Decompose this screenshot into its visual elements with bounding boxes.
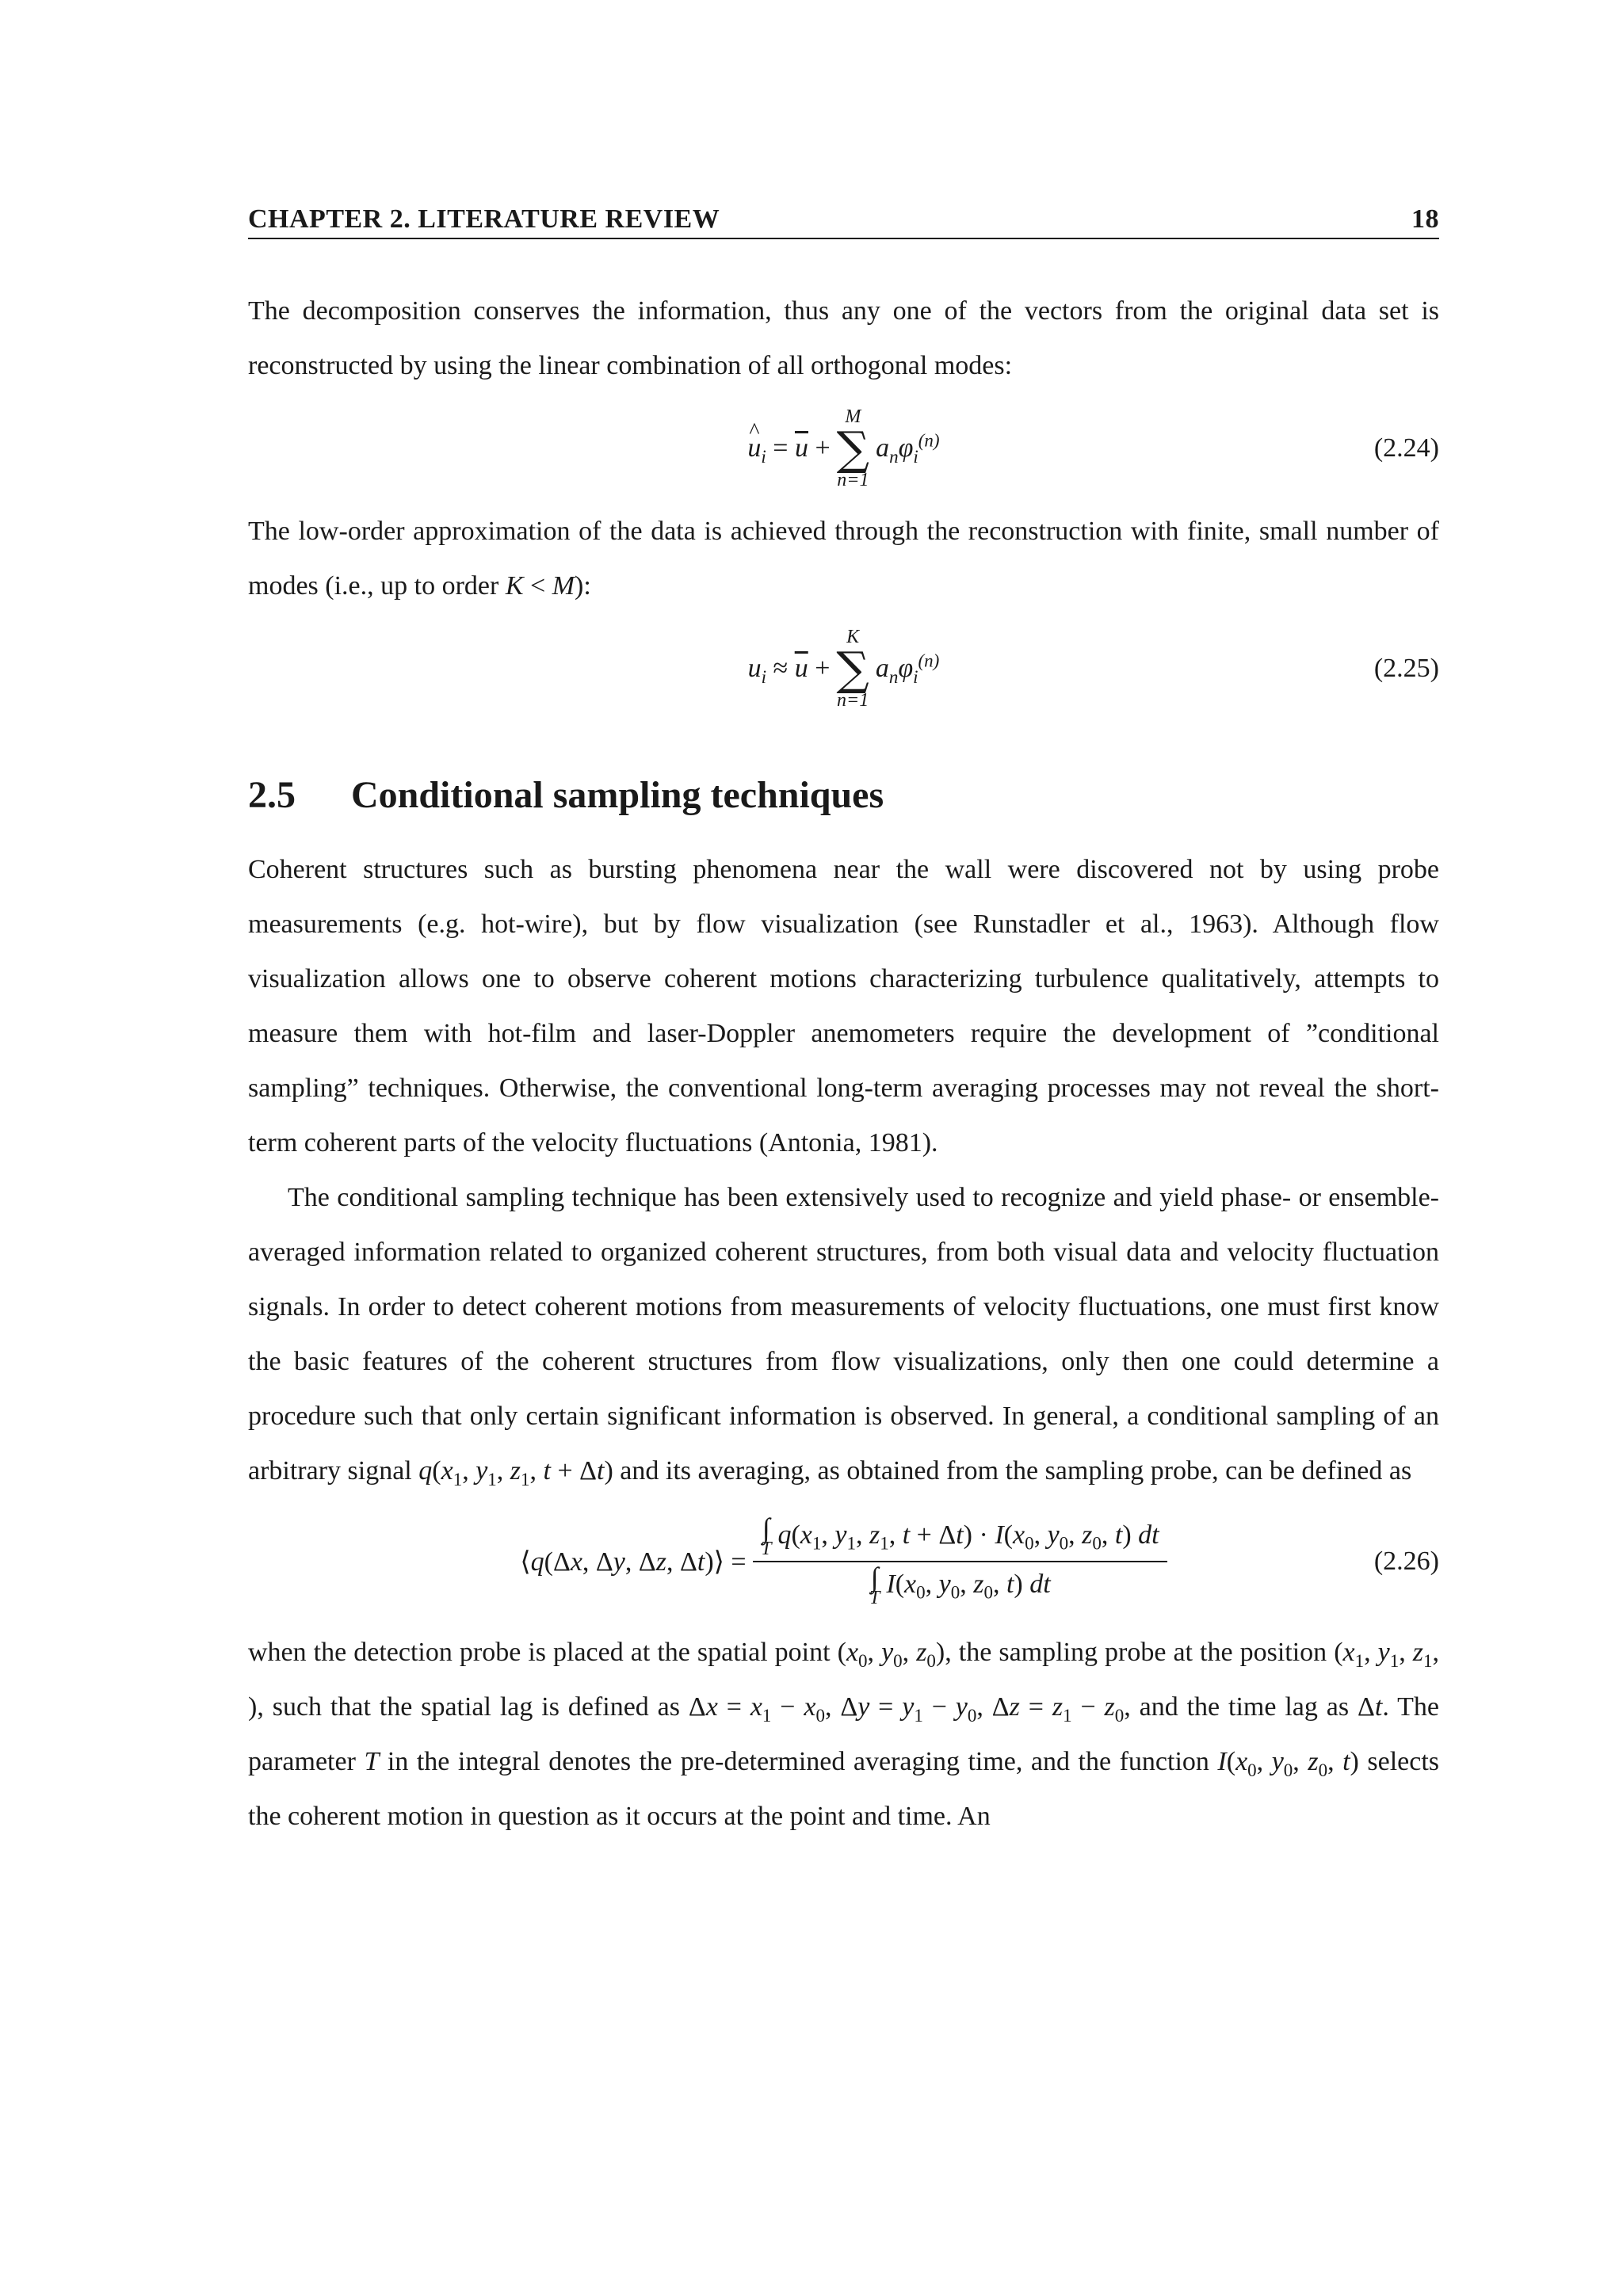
- chapter-title: CHAPTER 2. LITERATURE REVIEW: [248, 204, 720, 234]
- paragraph-intro: [248, 284, 1439, 393]
- intro-line-2: is reconstructed by using the linear combination of all orthogonal modes:: [248, 296, 1439, 380]
- section-heading: [248, 773, 1439, 817]
- equation-number: (2.25): [1373, 654, 1439, 683]
- section-number: 2.5: [248, 774, 296, 816]
- equation-number: (2.24): [1373, 433, 1439, 463]
- paragraph-conditional-sampling: The conditional sampling technique has been extensively used to recognize and yield phase- or ensemble-averaged information related to organized coherent structures, from both visual data and velocity fluctuation signals. In order to detect coherent motions from measurements of velocity fluctuations, one must first know the basic features of the coherent structures from flow visualizations, only then one could determine a procedure such that only certain significant information is observed. In general, a conditional sampling of an arbitrary signal $q(x_1$, $y_1$, $z_1$, t + Δt) and its averaging, as obtained from the sampling probe, can be defined as: [248, 1183, 1439, 1489]
- equation-2-25: $u_i$ ≈ $\overline{u}$ + K ∑ n=1 $a_n\varphi_i^{(n)}$ (2.25): [747, 627, 1439, 711]
- page-number: 18: [1411, 204, 1439, 234]
- running-head: [248, 204, 1439, 239]
- paragraph-detection-probe: when the detection probe is placed at the spatial point ($x_0$, $y_0$, $z_0$), the sampling probe at the position ($x_1$, $y_1$, $z_1$, ), such that the spatial lag is defined as $\Delta x = x_1 - x_0$, $\Delta y = y_1 - y_0$, $\Delta z = z_1 - z_0$, and the time lag as Δt. The parameter T in the integral denotes the pre-determined averaging time, and the function $I(x_0$, $y_0$, $z_0$, t) selects the coherent motion in question as it occurs at the point and time. An: [248, 1638, 1440, 1831]
- intro-line-1: The decomposition conserves the information, thus any one of the vectors from the original data set: [248, 296, 1409, 326]
- paragraph-low-order: The low-order approximation of the data is achieved through the reconstruction with finite, small number of modes (i.e., up to order K < M):: [248, 517, 1440, 601]
- equation-number: (2.26): [1373, 1547, 1439, 1576]
- sum-symbol: K ∑ n=1: [836, 627, 869, 711]
- page: [248, 204, 1439, 1844]
- equation-2-26: ⟨q(Δx, Δy, Δz, Δt)⟩ = ∫ T $q(x_1$, $y_1$, $z_1$, $t + \Delta t) \cdot I(x_0$, $y_0$, $z_0$, t) dt ∫ T $I(x_0$, $y_0$, $z_0$, t) dt (2.26): [520, 1512, 1439, 1608]
- sum-symbol: M ∑ n=1: [836, 406, 870, 490]
- section-title: Conditional sampling techniques: [351, 774, 884, 816]
- fraction: ∫ T $q(x_1$, $y_1$, $z_1$, $t + \Delta t) \cdot I(x_0$, $y_0$, $z_0$, t) dt ∫ T $I(x_0$, $y_0$, $z_0$, t) dt: [753, 1513, 1167, 1610]
- equation-2-24: ^ $u_i$ = $\overline{u}$ + M ∑ n=1 $a_n\varphi_i^{(n)}$ (2.24): [248, 393, 1439, 504]
- paragraph-coherent-structures: Coherent structures such as bursting phenomena near the wall were discovered not by using probe measurements (e.g. hot-wire), but by flow visualization (see Runstadler et al., 1963). Although flow visualization allows one to observe coherent motions characterizing turbulence qualitatively, attempts to measure them with hot-film and laser-Doppler anemometers require the development of ”conditional sampling” techniques. Otherwise, the conventional long-term averaging processes may not reveal the short-term coherent parts of the velocity fluctuations (Antonia, 1981).: [248, 855, 1439, 1158]
